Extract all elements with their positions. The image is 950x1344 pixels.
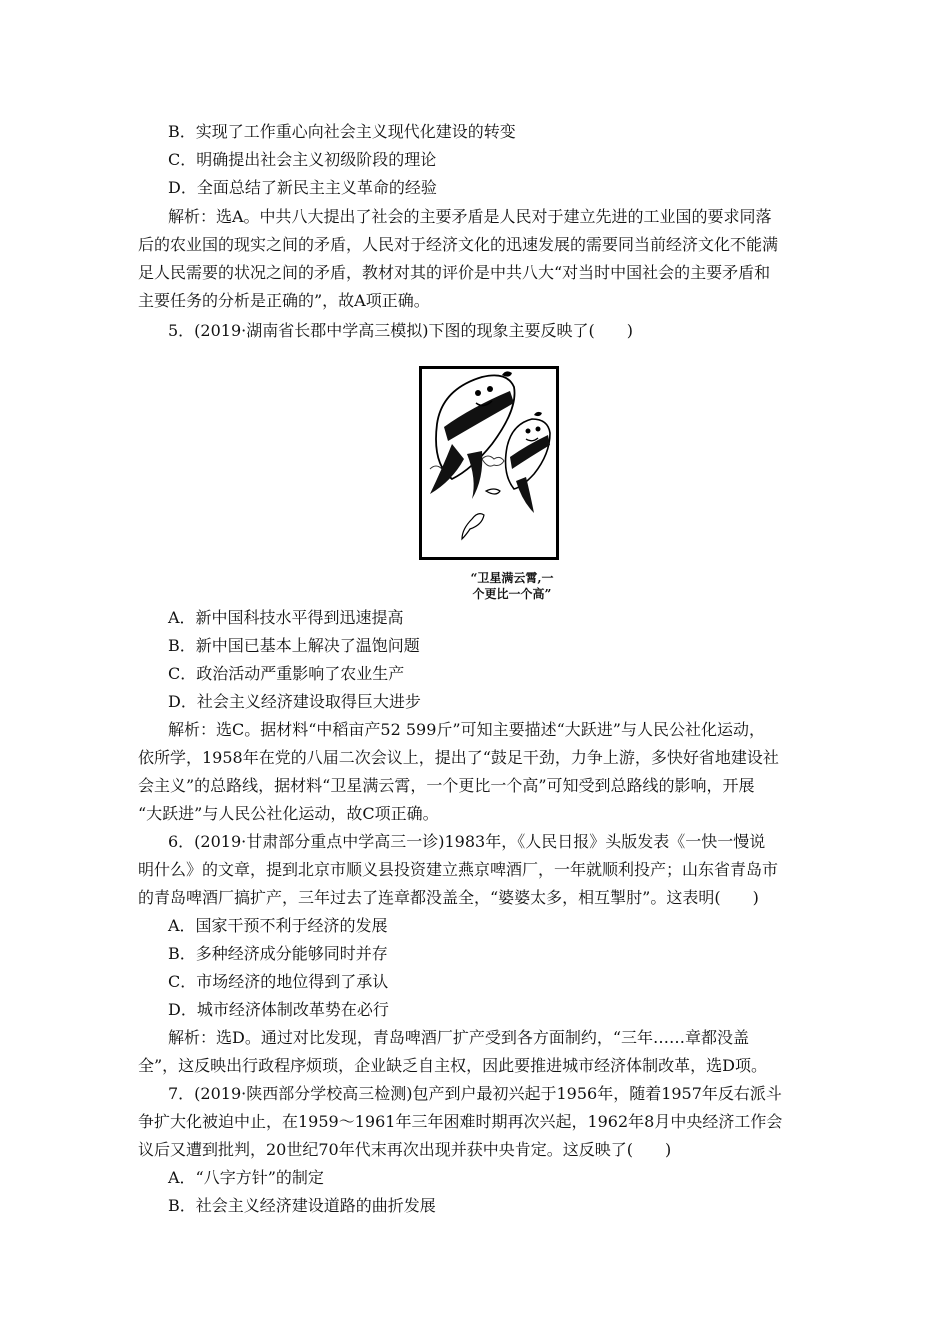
q6-analysis-line: 全”，这反映出行政程序烦琐，企业缺乏自主权，因此要推进城市经济体制改革，选D项。 [138,1056,768,1075]
q4-analysis-line: 解析：选A。中共八大提出了社会的主要矛盾是人民对于建立先进的工业国的要求同落 [168,207,772,226]
figure-caption-line: 个更比一个高” [472,587,552,601]
q6-option-c: C．市场经济的地位得到了承认 [168,972,389,991]
q5-option-a: A．新中国科技水平得到迅速提高 [168,608,404,627]
q5-option-b: B．新中国已基本上解决了温饱问题 [168,636,420,655]
q7-stem-line: 争扩大化被迫中止，在1959～1961年三年困难时期再次兴起，1962年8月中央经济工作会 [138,1112,783,1131]
q5-analysis-line: 依所学，1958年在党的八届二次会议上，提出了“鼓足干劲，力争上游，多快好省地建设社 [138,748,779,767]
q5-option-d: D．社会主义经济建设取得巨大进步 [168,692,421,711]
q4-option-d: D．全面总结了新民主主义革命的经验 [168,178,437,197]
q7-option-a: A．“八字方针”的制定 [168,1168,324,1187]
q6-analysis-line: 解析：选D。通过对比发现，青岛啤酒厂扩产受到各方面制约，“三年……章都没盖 [168,1028,750,1047]
q5-option-c: C．政治活动严重影响了农业生产 [168,664,405,683]
q4-option-b: B．实现了工作重心向社会主义现代化建设的转变 [168,122,516,141]
q6-option-a: A．国家干预不利于经济的发展 [168,916,388,935]
q4-analysis-line: 主要任务的分析是正确的”，故A项正确。 [138,291,430,310]
q4-analysis-line: 足人民需要的状况之间的矛盾，教材对其的评价是中共八大“对当时中国社会的主要矛盾和 [138,263,771,282]
figure-caption-line: “卫星满云霄,一 [470,571,554,585]
rice-satellite-drawing [422,369,556,557]
q7-stem-line: 7．(2019·陕西部分学校高三检测)包产到户最初兴起于1956年，随着1957年反右派斗 [168,1084,782,1103]
q7-stem-line: 议后又遭到批判，20世纪70年代末再次出现并获中央肯定。这反映了( ) [138,1140,672,1159]
q5-analysis-line: 会主义”的总路线，据材料“卫星满云霄，一个更比一个高”可知受到总路线的影响，开展 [138,776,755,795]
q6-stem-line: 6．(2019·甘肃部分重点中学高三一诊)1983年，《人民日报》头版发表《一快一慢说 [168,832,766,851]
q6-stem-line: 明什么》的文章，提到北京市顺义县投资建立燕京啤酒厂，一年就顺利投产；山东省青岛市 [138,860,779,879]
q4-analysis-line: 后的农业国的现实之间的矛盾，人民对于经济文化的迅速发展的需要同当前经济文化不能满 [138,235,779,254]
q6-option-d: D．城市经济体制改革势在必行 [168,1000,389,1019]
q7-option-b: B．社会主义经济建设道路的曲折发展 [168,1196,436,1215]
q6-stem-line: 的青岛啤酒厂搞扩产，三年过去了连章都没盖全，“婆婆太多，相互掣肘”。这表明( ) [138,888,759,907]
q5-analysis-line: “大跃进”与人民公社化运动，故C项正确。 [138,804,439,823]
q4-option-c: C．明确提出社会主义初级阶段的理论 [168,150,437,169]
q6-option-b: B．多种经济成分能够同时并存 [168,944,388,963]
q5-analysis-line: 解析：选C。据材料“中稻亩产52 599斤”可知主要描述“大跃进”与人民公社化运动， [168,720,765,739]
q5-stem: 5．(2019·湖南省长郡中学高三模拟)下图的现象主要反映了( ) [168,321,633,340]
satellite-cartoon-image [419,366,559,560]
